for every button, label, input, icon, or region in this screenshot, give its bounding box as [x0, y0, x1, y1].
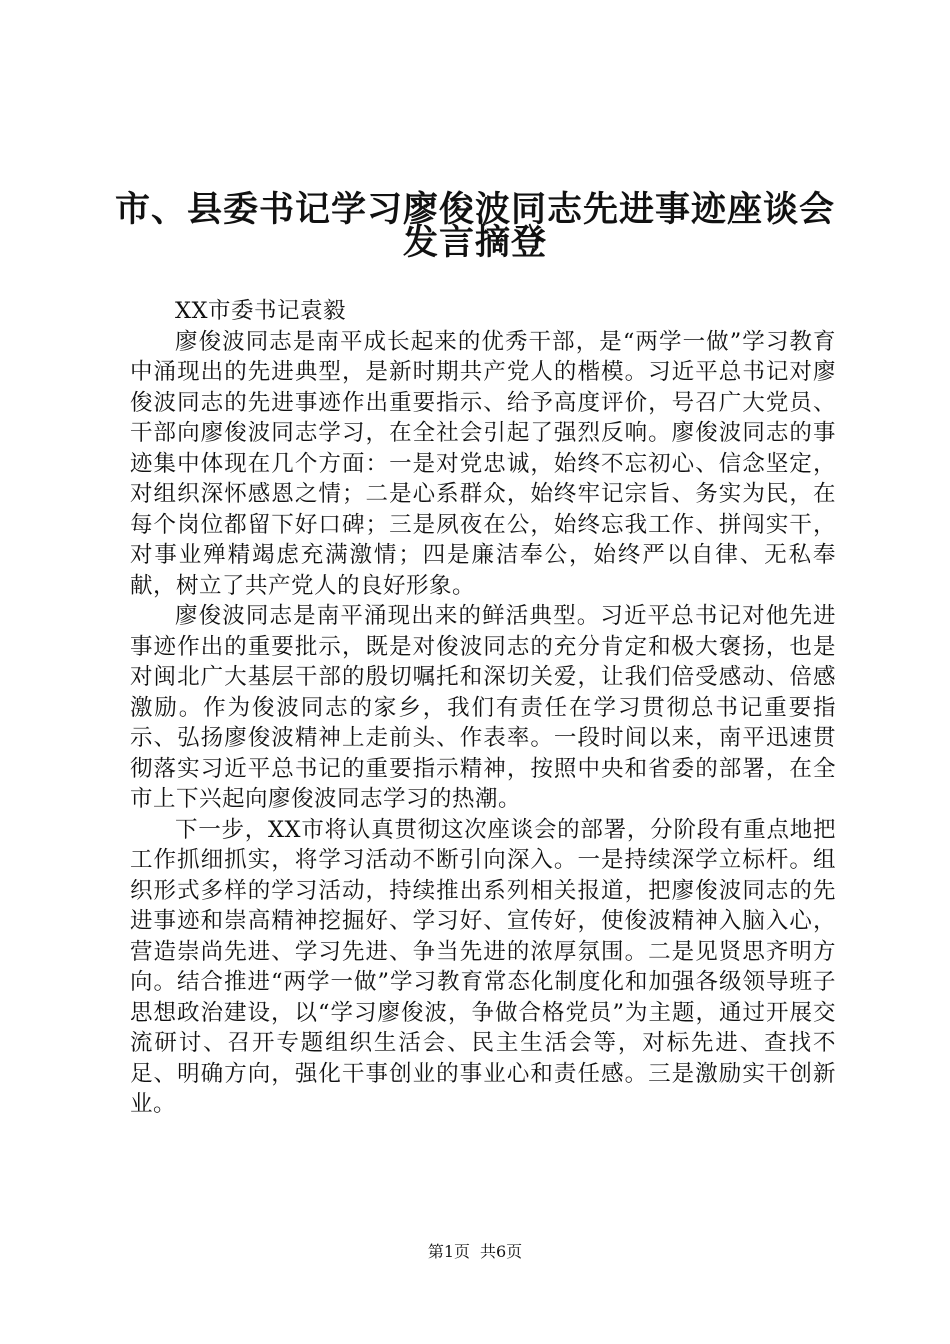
document-body — [130, 296, 836, 1120]
paragraph-2: 廖俊波同志是南平涌现出来的鲜活典型。习近平总书记对他先进事迹作出的重要批示，既是对俊波同志的充分肯定和极大褒扬，也是对闽北广大基层干部的殷切嘱托和深切关爱，让我们倍受感动、倍感激励。作为俊波同志的家乡，我们有责任在学习贯彻总书记重要指示、弘扬廖俊波精神上走前头、作表率。一段时间以来，南平迅速贯彻落实习近平总书记的重要指示精神，按照中央和省委的部署，在全市上下兴起向廖俊波同志学习的热潮。 — [130, 603, 836, 812]
paragraph-3: 下一步，XX市将认真贯彻这次座谈会的部署，分阶段有重点地把工作抓细抓实，将学习活动不断引向深入。一是持续深学立标杆。组织形式多样的学习活动，持续推出系列相关报道，把廖俊波同志的先进事迹和崇高精神挖掘好、学习好、宣传好，使俊波精神入脑入心，营造崇尚先进、学习先进、争当先进的浓厚氛围。二是见贤思齐明方向。结合推进“两学一做”学习教育常态化制度化和加强各级领导班子思想政治建设，以“学习廖俊波，争做合格党员”为主题，通过开展交流研讨、召开专题组织生活会、民主生活会等，对标先进、查找不足、明确方向，强化干事创业的事业心和责任感。三是激励实干创新业。 — [130, 816, 836, 1117]
document-title-line2: 发言摘登 — [402, 222, 547, 263]
paragraph-1: 廖俊波同志是南平成长起来的优秀干部，是“两学一做”学习教育中涌现出的先进典型，是新时期共产党人的楷模。习近平总书记对廖俊波同志的先进事迹作出重要指示、给予高度评价，号召广大党员、干部向廖俊波同志学习，在全社会引起了强烈反响。廖俊波同志的事迹集中体现在几个方面：一是对党忠诚，始终不忘初心、信念坚定，对组织深怀感恩之情；二是心系群众，始终牢记宗旨、务实为民，在每个岗位都留下好口碑；三是夙夜在公，始终忘我工作、拼闯实干，对事业殚精竭虑充满激情；四是廉洁奉公，始终严以自律、无私奉献，树立了共产党人的良好形象。 — [130, 328, 836, 599]
document-title-line1: 市、县委书记学习廖俊波同志先进事迹座谈会 — [114, 189, 835, 230]
page-footer — [0, 1242, 950, 1262]
page-number: 第1页 — [427, 1242, 470, 1261]
page-total: 共6页 — [480, 1242, 523, 1261]
author-line: XX市委书记袁毅 — [175, 298, 347, 324]
